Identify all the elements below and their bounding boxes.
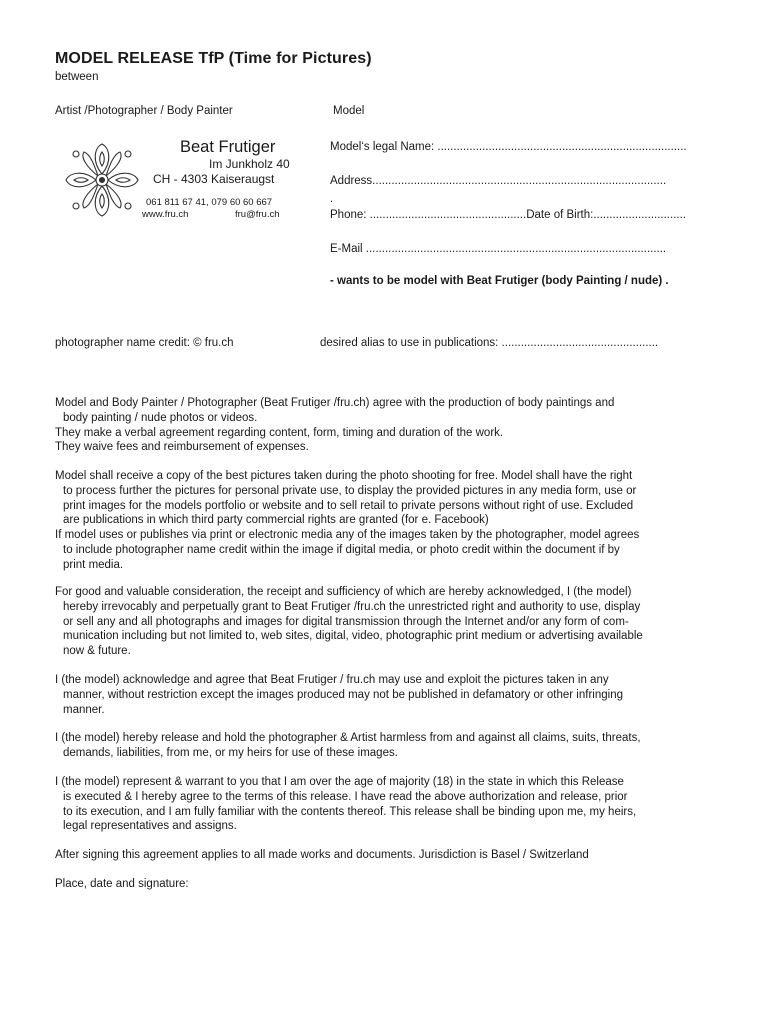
paragraph-line: munication including but not limited to, web sites, digital, video, photographic print medium or advertising available [63,630,643,643]
paragraph-line: They waive fees and reimbursement of expenses. [55,441,309,454]
model-phone-dob-field[interactable]: Phone: .................................................Date of Birth:............................. [330,209,686,221]
paragraph-copies [55,469,735,573]
paragraph-release [55,731,735,761]
paragraph-line: I (the model) acknowledge and agree that Beat Frutiger / fru.ch may use and exploit the pictures taken in any [55,674,609,686]
paragraph-jurisdiction [55,848,735,863]
paragraph-line: manner, without restriction except the images produced may not be published in defamatory or other infringing [63,688,623,701]
paragraph-line: They make a verbal agreement regarding content, form, timing and duration of the work. [55,426,504,439]
paragraph-line: After signing this agreement applies to all made works and documents. Jurisdiction is Basel / Switzerland [55,849,589,861]
paragraph-line: demands, liabilities, from me, or my heirs for use of these images. [63,746,398,759]
paragraph-line: body painting / nude photos or videos. [63,411,258,424]
page-title: MODEL RELEASE TfP (Time for Pictures) [55,50,372,67]
photographer-phones: 061 811 67 41, 079 60 60 667 [146,197,273,208]
photographer-credit: photographer name credit: © fru.ch [55,337,234,349]
paragraph-line: I (the model) hereby release and hold the photographer & Artist harmless from and against all claims, suits, threats, [55,732,641,744]
photographer-email: fru@fru.ch [235,209,280,220]
paragraph-line: or sell any and all photographs and images for digital transmission through the Internet and/or any form of com- [63,615,629,628]
model-legal-name-field[interactable]: Model‘s legal Name: .............................................................................. [330,141,687,153]
paragraph-line: is executed & I hereby agree to the terms of this release. I have read the above authorization and release, prior [63,790,628,803]
paragraph-line: legal representatives and assigns. [63,820,237,833]
photographer-website: www.fru.ch [142,209,189,220]
paragraph-line: print images for the models portfolio or website and to sell retail to private persons without right of use. Excluded [63,499,634,512]
paragraph-line: manner. [63,703,105,716]
paragraph-line: to its execution, and I am fully familiar with the contents thereof. This release shall be binding upon me, my heirs, [63,805,637,818]
signature-label: Place, date and signature: [55,878,189,890]
model-label: Model [333,105,365,117]
paragraph-line: For good and valuable consideration, the receipt and sufficiency of which are hereby acknowledged, I (the model) [55,586,632,598]
paragraph-warrant [55,775,735,834]
photographer-city: CH - 4303 Kaiseraugst [153,172,275,186]
stray-dot: . [330,193,334,205]
paragraph-line: are publications in which third party commercial rights are granted (for e. Facebook) [63,514,489,527]
paragraph-line: print media. [63,558,124,571]
paragraph-grant [55,585,735,659]
paragraph-line: to process further the pictures for personal private use, to display the provided pictures in any media form, use or [63,484,637,497]
photographer-label: Artist /Photographer / Body Painter [55,105,233,117]
photographer-street: Im Junkholz 40 [209,157,290,171]
paragraph-line: Model and Body Painter / Photographer (Beat Frutiger /fru.ch) agree with the production of body paintings and [55,397,615,409]
signature-line[interactable] [55,877,735,892]
photographer-name: Beat Frutiger [180,138,276,156]
paragraph-acknowledge [55,673,735,717]
paragraph-agreement [55,396,735,455]
paragraph-line: now & future. [63,645,131,658]
subtitle: between [55,71,99,83]
model-address-field[interactable]: Address............................................................................................ [330,175,667,187]
ornament-logo-icon [62,140,142,220]
model-email-field[interactable]: E-Mail .............................................................................................. [330,243,667,255]
paragraph-line: I (the model) represent & warrant to you that I am over the age of majority (18) in the state in which this Release [55,776,624,788]
alias-field[interactable]: desired alias to use in publications: ................................................. [320,337,659,349]
model-wants-statement: - wants to be model with Beat Frutiger (body Painting / nude) . [330,275,669,287]
paragraph-line: to include photographer name credit within the image if digital media, or photo credit within the document if by [63,543,620,556]
paragraph-line: Model shall receive a copy of the best pictures taken during the photo shooting for free. Model shall have the right [55,470,633,482]
paragraph-line: hereby irrevocably and perpetually grant to Beat Frutiger /fru.ch the unrestricted right and authority to use, display [63,600,641,613]
paragraph-line: If model uses or publishes via print or electronic media any of the images taken by the photographer, model agrees [55,529,640,542]
